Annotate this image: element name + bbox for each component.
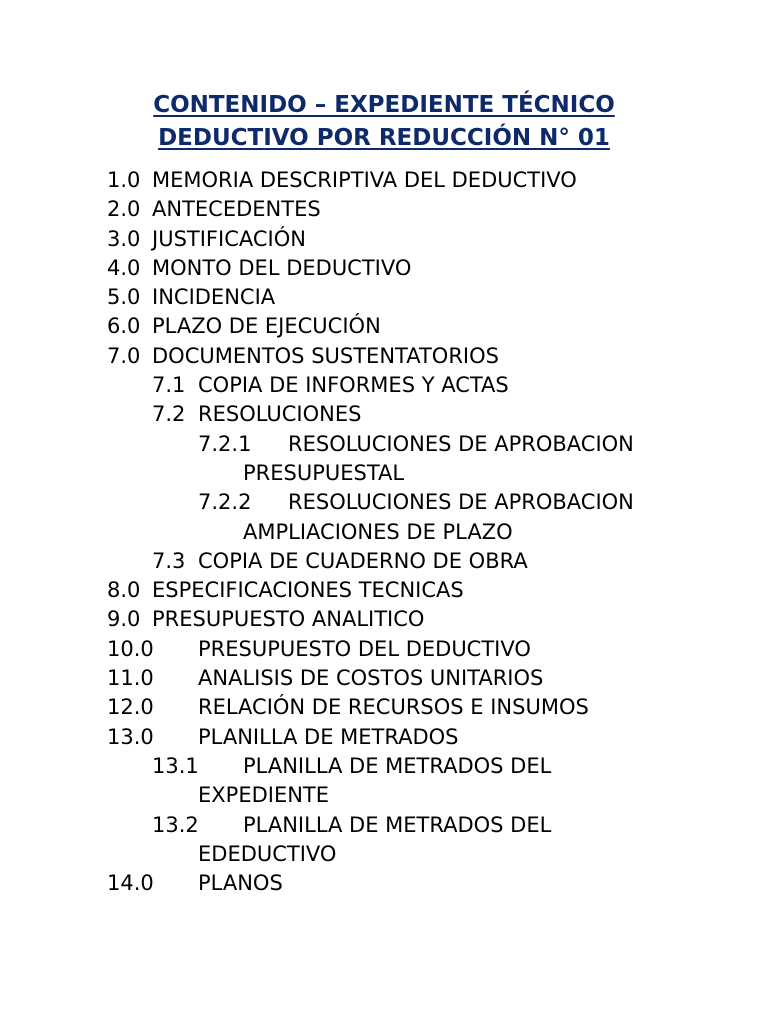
toc-entry-title: JUSTIFICACIÓN xyxy=(152,226,306,251)
toc-entry-title: RESOLUCIONES DE APROBACION xyxy=(288,431,634,456)
toc-entry xyxy=(0,312,768,341)
toc-entry-title: PLANILLA DE METRADOS DEL xyxy=(243,812,552,837)
toc-entry-title-continuation: AMPLIACIONES DE PLAZO xyxy=(243,519,513,544)
toc-entry xyxy=(0,869,768,898)
toc-entry-title-continuation: EDEDUCTIVO xyxy=(198,841,337,866)
toc-entry-title: DOCUMENTOS SUSTENTATORIOS xyxy=(152,343,499,368)
toc-entry-title: ANALISIS DE COSTOS UNITARIOS xyxy=(198,666,544,691)
toc-entry-title: PRESUPUESTO DEL DEDUCTIVO xyxy=(198,636,531,661)
document-title-line-2: DEDUCTIVO POR REDUCCIÓN N° 01 xyxy=(158,125,610,151)
toc-entry xyxy=(0,225,768,254)
toc-entry-title: RESOLUCIONES xyxy=(198,402,362,427)
toc-entry-number: 5.0 xyxy=(107,285,141,310)
toc-entry-title: PLANOS xyxy=(198,871,283,896)
toc-entry xyxy=(0,430,768,489)
toc-entry xyxy=(0,254,768,283)
toc-entry xyxy=(0,576,768,605)
toc-entry xyxy=(0,752,768,811)
toc-entry-title-continuation: EXPEDIENTE xyxy=(198,783,330,808)
toc-entry-title: RELACIÓN DE RECURSOS E INSUMOS xyxy=(198,695,589,720)
toc-entry-title: ESPECIFICACIONES TECNICAS xyxy=(152,578,464,603)
toc-entry-title: COPIA DE CUADERNO DE OBRA xyxy=(198,548,528,573)
toc-entry-number: 13.0 xyxy=(107,724,154,749)
toc-entry-number: 6.0 xyxy=(107,314,141,339)
toc-entry-number: 7.2.1 xyxy=(198,431,252,456)
toc-entry-title: PLANILLA DE METRADOS xyxy=(198,724,459,749)
toc-entry-title: MONTO DEL DEDUCTIVO xyxy=(152,255,412,280)
toc-entry-title: MEMORIA DESCRIPTIVA DEL DEDUCTIVO xyxy=(152,168,577,192)
toc-entry-title: PRESUPUESTO ANALITICO xyxy=(152,607,425,632)
toc-entry-title: ANTECEDENTES xyxy=(152,197,321,222)
toc-entry-number: 13.2 xyxy=(152,812,199,837)
toc-entry-number: 4.0 xyxy=(107,255,141,280)
toc-entry-title: INCIDENCIA xyxy=(152,285,276,310)
toc-entry-title: RESOLUCIONES DE APROBACION xyxy=(288,490,634,515)
toc-entry-number: 7.1 xyxy=(152,373,186,398)
toc-entry-title: COPIA DE INFORMES Y ACTAS xyxy=(198,373,509,398)
toc-entry-number: 11.0 xyxy=(107,666,154,691)
toc-entry-number: 12.0 xyxy=(107,695,154,720)
toc-entry-number: 7.2 xyxy=(152,402,186,427)
toc-entry xyxy=(0,664,768,693)
toc-entry xyxy=(0,195,768,224)
toc-entry-number: 14.0 xyxy=(107,871,154,896)
toc-entry-number: 1.0 xyxy=(107,168,141,192)
toc-entry xyxy=(0,605,768,634)
toc-entry-number: 9.0 xyxy=(107,607,141,632)
toc-entry-title: PLAZO DE EJECUCIÓN xyxy=(152,314,381,339)
toc-entry-number: 8.0 xyxy=(107,578,141,603)
toc-entry xyxy=(0,723,768,752)
toc-entry-number: 7.0 xyxy=(107,343,141,368)
toc-entry xyxy=(0,371,768,400)
toc-entry xyxy=(0,635,768,664)
document-title-line-1: CONTENIDO – EXPEDIENTE TÉCNICO xyxy=(153,92,615,118)
toc-entry xyxy=(0,547,768,576)
toc-entry xyxy=(0,342,768,371)
toc-entry-number: 10.0 xyxy=(107,636,154,661)
table-of-contents xyxy=(0,166,768,898)
toc-entry-number: 2.0 xyxy=(107,197,141,222)
toc-entry xyxy=(0,693,768,722)
toc-entry-number: 13.1 xyxy=(152,753,199,778)
toc-entry xyxy=(0,811,768,870)
toc-entry-number: 3.0 xyxy=(107,226,141,251)
toc-entry xyxy=(0,283,768,312)
toc-entry-number: 7.3 xyxy=(152,548,186,573)
toc-entry-title-continuation: PRESUPUESTAL xyxy=(243,460,405,485)
toc-entry-title: PLANILLA DE METRADOS DEL xyxy=(243,753,552,778)
toc-entry xyxy=(0,400,768,429)
toc-entry-number: 7.2.2 xyxy=(198,490,252,515)
toc-entry xyxy=(0,488,768,547)
toc-entry xyxy=(0,166,768,195)
